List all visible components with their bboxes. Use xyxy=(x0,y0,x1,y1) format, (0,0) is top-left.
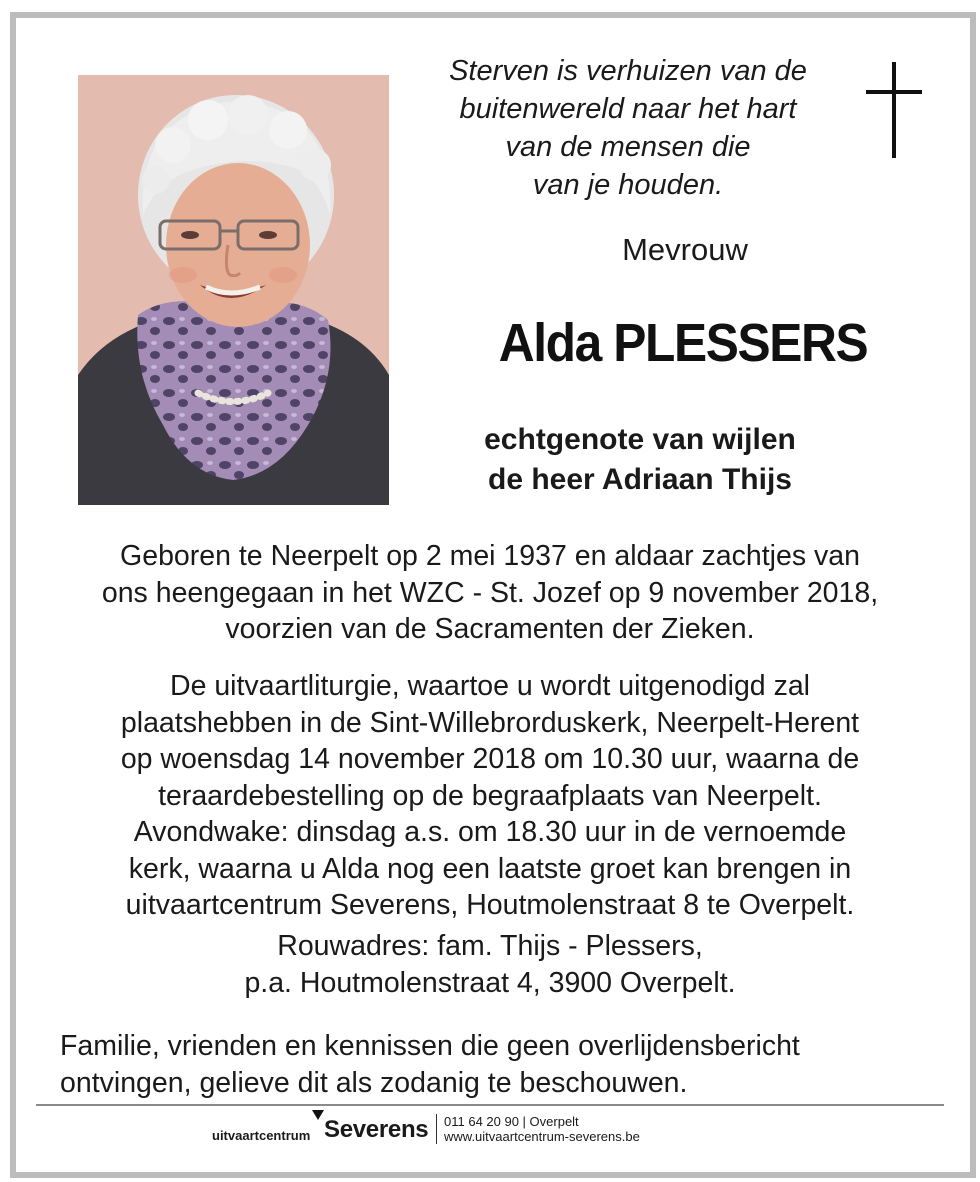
portrait-photo xyxy=(78,75,389,505)
contact-website: www.uitvaartcentrum-severens.be xyxy=(444,1129,640,1144)
paragraph-line: p.a. Houtmolenstraat 4, 3900 Overpelt. xyxy=(244,966,736,999)
footer-divider xyxy=(36,1104,944,1106)
footer xyxy=(0,1110,980,1160)
quote-line: Sterven is verhuizen van de xyxy=(449,55,807,87)
quote-line: van je houden. xyxy=(532,169,724,201)
brand-name: Severens xyxy=(324,1116,429,1143)
spouse-line: echtgenote van wijlen xyxy=(484,423,796,456)
paragraph-line: op woensdag 14 november 2018 om 10.30 uur, waarna de xyxy=(120,743,860,775)
paragraph-line: ontvingen, gelieve dit als zodanig te beschouwen. xyxy=(60,1066,688,1099)
paragraph-line: plaatshebben in de Sint-Willebrorduskerk, Neerpelt-Herent xyxy=(120,706,860,739)
paragraph-line: voorzien van de Sacramenten der Zieken. xyxy=(225,613,755,645)
family-notice xyxy=(60,1028,940,1101)
paragraph-line: ons heengegaan in het WZC - St. Jozef op 9 november 2018, xyxy=(101,576,879,609)
paragraph-line: Avondwake: dinsdag a.s. om 18.30 uur in de vernoemde xyxy=(133,816,847,848)
footer-separator xyxy=(436,1114,437,1144)
funeral-paragraph xyxy=(40,668,940,924)
paragraph-line: Geboren te Neerpelt op 2 mei 1937 en aldaar zachtjes van xyxy=(120,540,860,572)
salutation: Mevrouw xyxy=(622,232,748,267)
paragraph-line: uitvaartcentrum Severens, Houtmolenstraat 8 te Overpelt. xyxy=(125,889,855,921)
memorial-quote xyxy=(418,52,838,204)
deceased-name: Alda PLESSERS xyxy=(498,313,868,373)
brand-label-small: uitvaartcentrum xyxy=(212,1128,311,1143)
spouse-line: de heer Adriaan Thijs xyxy=(488,463,792,496)
paragraph-line: Familie, vrienden en kennissen die geen overlijdensbericht xyxy=(60,1030,800,1062)
contact-phone-line: 011 64 20 90 | Overpelt xyxy=(444,1114,579,1129)
paragraph-line: Rouwadres: fam. Thijs - Plessers, xyxy=(277,930,703,962)
quote-line: van de mensen die xyxy=(505,131,751,163)
mourning-address xyxy=(40,928,940,1001)
birth-death-paragraph xyxy=(40,538,940,648)
paragraph-line: kerk, waarna u Alda nog een laatste groet kan brengen in xyxy=(128,852,852,885)
paragraph-line: teraardebestelling op de begraafplaats van Neerpelt. xyxy=(158,779,822,812)
triangle-mark-icon xyxy=(312,1110,324,1120)
footer-contact xyxy=(444,1114,640,1144)
paragraph-line: De uitvaartliturgie, waartoe u wordt uitgenodigd zal xyxy=(169,670,811,702)
spouse-info xyxy=(440,420,840,500)
quote-line: buitenwereld naar het hart xyxy=(459,93,797,125)
cross-icon xyxy=(866,62,922,158)
